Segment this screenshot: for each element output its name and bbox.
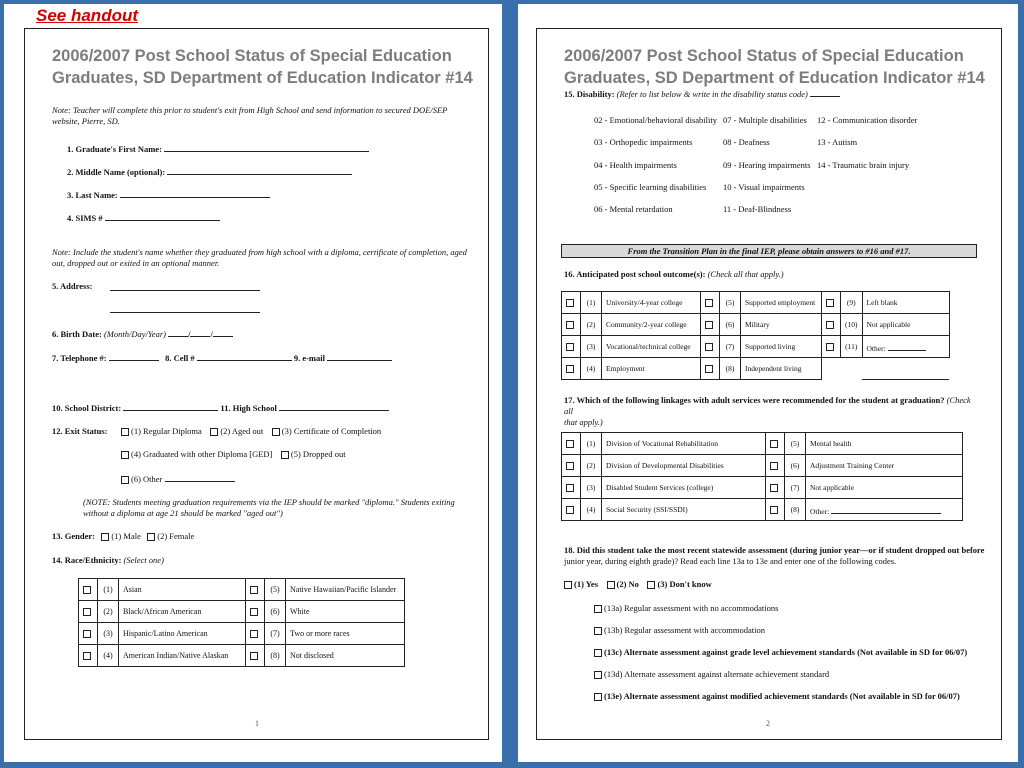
q18-assessment: 18. Did this student take the most recent statewide assessment (during junior year—or if student dropped out before junior year, during eighth grade)? Read each line 13a to 13e and enter one of the following codes. bbox=[564, 545, 985, 566]
race-table bbox=[78, 578, 405, 667]
outcomes-table bbox=[561, 291, 950, 380]
page-title: 2006/2007 Post School Status of Special Education Graduates, SD Department of Education Indicator #14 bbox=[52, 47, 473, 87]
see-handout-note: See handout bbox=[36, 6, 139, 25]
address-line-2 bbox=[110, 303, 260, 316]
exit-row-3: (6) Other bbox=[121, 472, 235, 485]
exit-note: (NOTE: Students meeting graduation requirements via the IEP should be marked "diploma." Students exiting without a diploma at age 21 should be marked "aged out") bbox=[83, 497, 455, 518]
list-item: (13d) Alternate assessment against alternate achievement standard bbox=[594, 663, 967, 685]
page-sheet-1 bbox=[4, 4, 502, 762]
table-row: (3) Disabled Student Services (college) (7) Not applicable bbox=[562, 477, 963, 499]
page-frame-2 bbox=[536, 28, 1002, 740]
q2-middle-name: 2. Middle Name (optional): bbox=[67, 165, 352, 178]
q7-telephone: 7. Telephone #: 8. Cell # 9. e-mail bbox=[52, 351, 392, 364]
q3-last-name: 3. Last Name: bbox=[67, 188, 270, 201]
table-row: (2) Black/African American (6) White bbox=[79, 601, 405, 623]
include-note: Note: Include the student's name whether they graduated from high school with a diploma, certificate of completion, aged out, dropped out or exited in an optional manner. bbox=[52, 247, 467, 268]
q10-school-district: 10. School District: 11. High School bbox=[52, 401, 389, 414]
disability-codes-col-2: 07 - Multiple disabilities 08 - Deafness 09 - Hearing impairments 10 - Visual impairments 11 - Deaf-Blindness bbox=[723, 115, 811, 215]
q1-first-name: 1. Graduate's First Name: bbox=[67, 142, 369, 155]
list-item: (13c) Alternate assessment against grade level achievement standards (Not available in SD for 06/07) bbox=[594, 641, 967, 663]
table-row: (2) Division of Developmental Disabilities (6) Adjustment Training Center bbox=[562, 455, 963, 477]
page-number: 2 bbox=[766, 719, 770, 728]
linkages-table bbox=[561, 432, 963, 521]
table-row: (1) Asian (5) Native Hawaiian/Pacific Islander bbox=[79, 579, 405, 601]
disability-codes-col-1: 02 - Emotional/behavioral disability 03 - Orthopedic impairments 04 - Health impairments 05 - Specific learning disabilities 06 - Mental retardation bbox=[594, 115, 717, 215]
table-row: (4) Social Security (SSI/SSDI) (8) Other: bbox=[562, 499, 963, 521]
q18-sub-items bbox=[594, 597, 967, 707]
table-row: (1) Division of Vocational Rehabilitation (5) Mental health bbox=[562, 433, 963, 455]
page-sheet-2 bbox=[518, 4, 1018, 762]
table-row: (3) Hispanic/Latino American (7) Two or more races bbox=[79, 623, 405, 645]
disability-codes-col-3: 12 - Communication disorder 13 - Autism 14 - Traumatic brain injury bbox=[817, 115, 918, 170]
q15-disability: 15. Disability: (Refer to list below & write in the disability status code) bbox=[564, 87, 840, 100]
table-row: (4) Employment (8) Independent living bbox=[562, 358, 950, 380]
q6-birth-date: 6. Birth Date: (Month/Day/Year) / / bbox=[52, 327, 233, 340]
q17-linkages: 17. Which of the following linkages with adult services were recommended for the student at graduation? (Check all that apply.) bbox=[564, 395, 971, 427]
table-row: (2) Community/2-year college (6) Military (10) Not applicable bbox=[562, 314, 950, 336]
q4-sims: 4. SIMS # bbox=[67, 211, 220, 224]
list-item: (13a) Regular assessment with no accommodations bbox=[594, 597, 967, 619]
page-frame-1 bbox=[24, 28, 489, 740]
transition-plan-banner: From the Transition Plan in the final IEP, please obtain answers to #16 and #17. bbox=[561, 244, 977, 258]
table-row: (1) University/4-year college (5) Supported employment (9) Left blank bbox=[562, 292, 950, 314]
q13-gender: 13. Gender: (1) Male (2) Female bbox=[52, 531, 195, 541]
q5-address: 5. Address: bbox=[52, 281, 93, 291]
page-number: 1 bbox=[255, 719, 259, 728]
table-row: (3) Vocational/technical college (7) Supported living (11) Other: bbox=[562, 336, 950, 358]
list-item: (13e) Alternate assessment against modified achievement standards (Not available in SD for 06/07) bbox=[594, 685, 967, 707]
exit-row-1: (1) Regular Diploma (2) Aged out (3) Certificate of Completion bbox=[121, 426, 381, 437]
q14-race: 14. Race/Ethnicity: (Select one) bbox=[52, 555, 164, 565]
page-title: 2006/2007 Post School Status of Special Education Graduates, SD Department of Education Indicator #14 bbox=[564, 47, 985, 87]
table-row: (4) American Indian/Native Alaskan (8) Not disclosed bbox=[79, 645, 405, 667]
address-line-1 bbox=[110, 281, 260, 294]
teacher-note: Note: Teacher will complete this prior to student's exit from High School and send information to secured DOE/SEP website, Pierre, SD. bbox=[52, 105, 448, 126]
q12-exit-status: 12. Exit Status: bbox=[52, 426, 108, 436]
q16-outcomes: 16. Anticipated post school outcome(s): (Check all that apply.) bbox=[564, 269, 784, 279]
exit-row-2: (4) Graduated with other Diploma [GED] (5) Dropped out bbox=[121, 449, 346, 460]
list-item: (13b) Regular assessment with accommodation bbox=[594, 619, 967, 641]
q18-options: (1) Yes (2) No (3) Don't know bbox=[564, 579, 712, 590]
